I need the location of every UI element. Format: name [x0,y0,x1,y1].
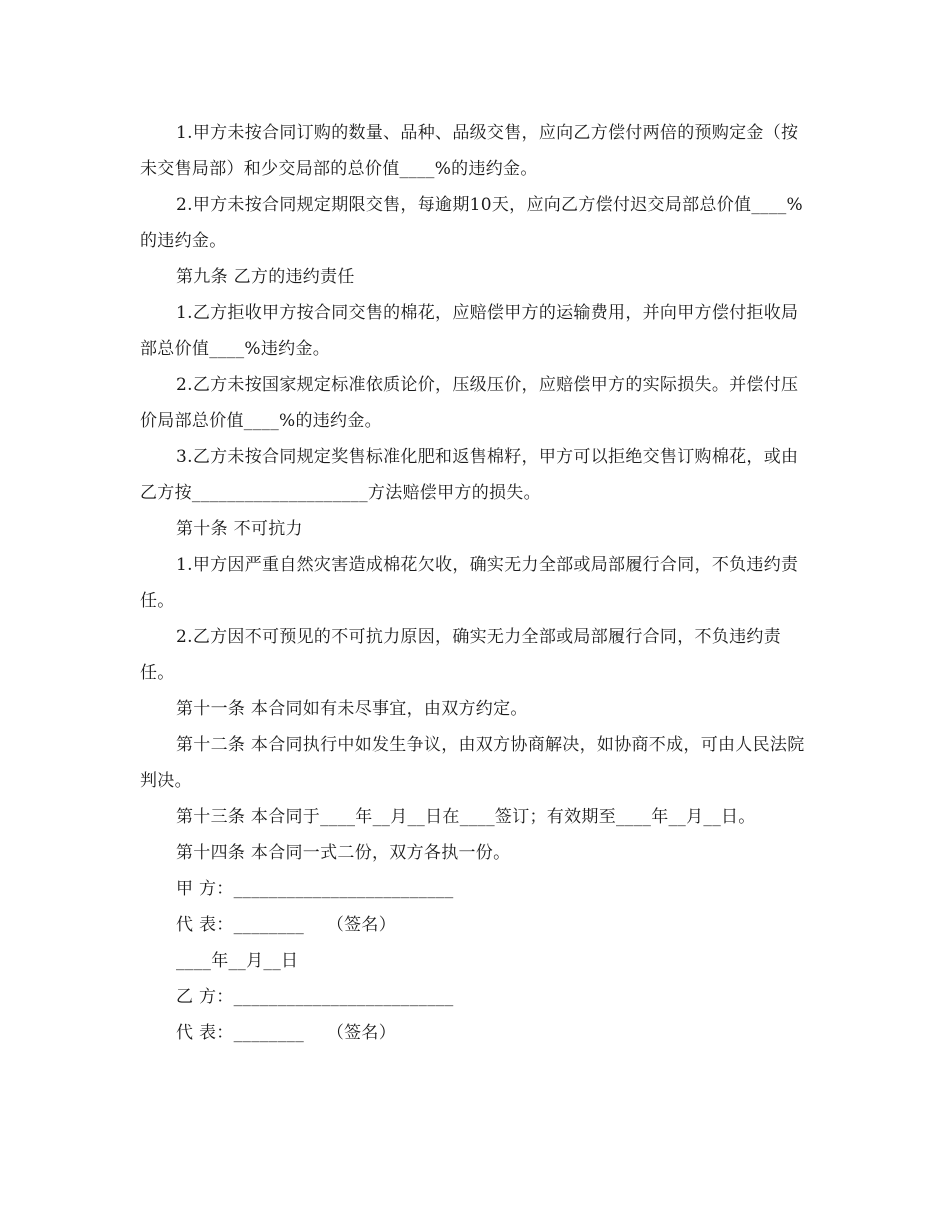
signature-block [140,871,812,1051]
clause-paragraph: 3.乙方未按合同规定奖售标准化肥和返售棉籽，甲方可以拒绝交售订购棉花，或由乙方按____________________方法赔偿甲方的损失。 [140,447,799,503]
clause-paragraph: 2.乙方因不可预见的不可抗力原因，确实无力全部或局部履行合同，不负违约责任。 [140,627,782,683]
party-a-line: 甲 方：_________________________ [176,879,454,899]
article-heading: 第十条 不可抗力 [176,519,303,539]
clause-paragraph: 1.乙方拒收甲方按合同交售的棉花，应赔偿甲方的运输费用，并向甲方偿付拒收局部总价值____%违约金。 [140,303,799,359]
clause-paragraph: 2.甲方未按合同规定期限交售，每逾期10天，应向乙方偿付迟交局部总价值____%的违约金。 [140,195,804,251]
clause-paragraph: 2.乙方未按国家规定标准依质论价，压级压价，应赔偿甲方的实际损失。并偿付压价局部总价值____%的违约金。 [140,375,799,431]
article-heading: 第九条 乙方的违约责任 [176,267,355,287]
article-paragraph: 第十三条 本合同于____年__月__日在____签订；有效期至____年__月__日。 [176,807,756,827]
clause-paragraph: 1.甲方未按合同订购的数量、品种、品级交售，应向乙方偿付两倍的预购定金（按未交售局部）和少交局部的总价值____%的违约金。 [140,123,799,179]
article-paragraph: 第十四条 本合同一式二份，双方各执一份。 [176,843,511,863]
signing-date-line: ____年__月__日 [176,951,299,971]
representative-a-line: 代 表：________ （签名） [176,915,397,935]
article-paragraph: 第十一条 本合同如有未尽事宜，由双方约定。 [176,699,528,719]
party-b-line: 乙 方：_________________________ [176,987,454,1007]
representative-b-line: 代 表：________ （签名） [176,1023,397,1043]
article-paragraph: 第十二条 本合同执行中如发生争议，由双方协商解决，如协商不成，可由人民法院判决。 [140,735,805,791]
document-body [140,115,812,1051]
clause-paragraph: 1.甲方因严重自然灾害造成棉花欠收，确实无力全部或局部履行合同，不负违约责任。 [140,555,799,611]
